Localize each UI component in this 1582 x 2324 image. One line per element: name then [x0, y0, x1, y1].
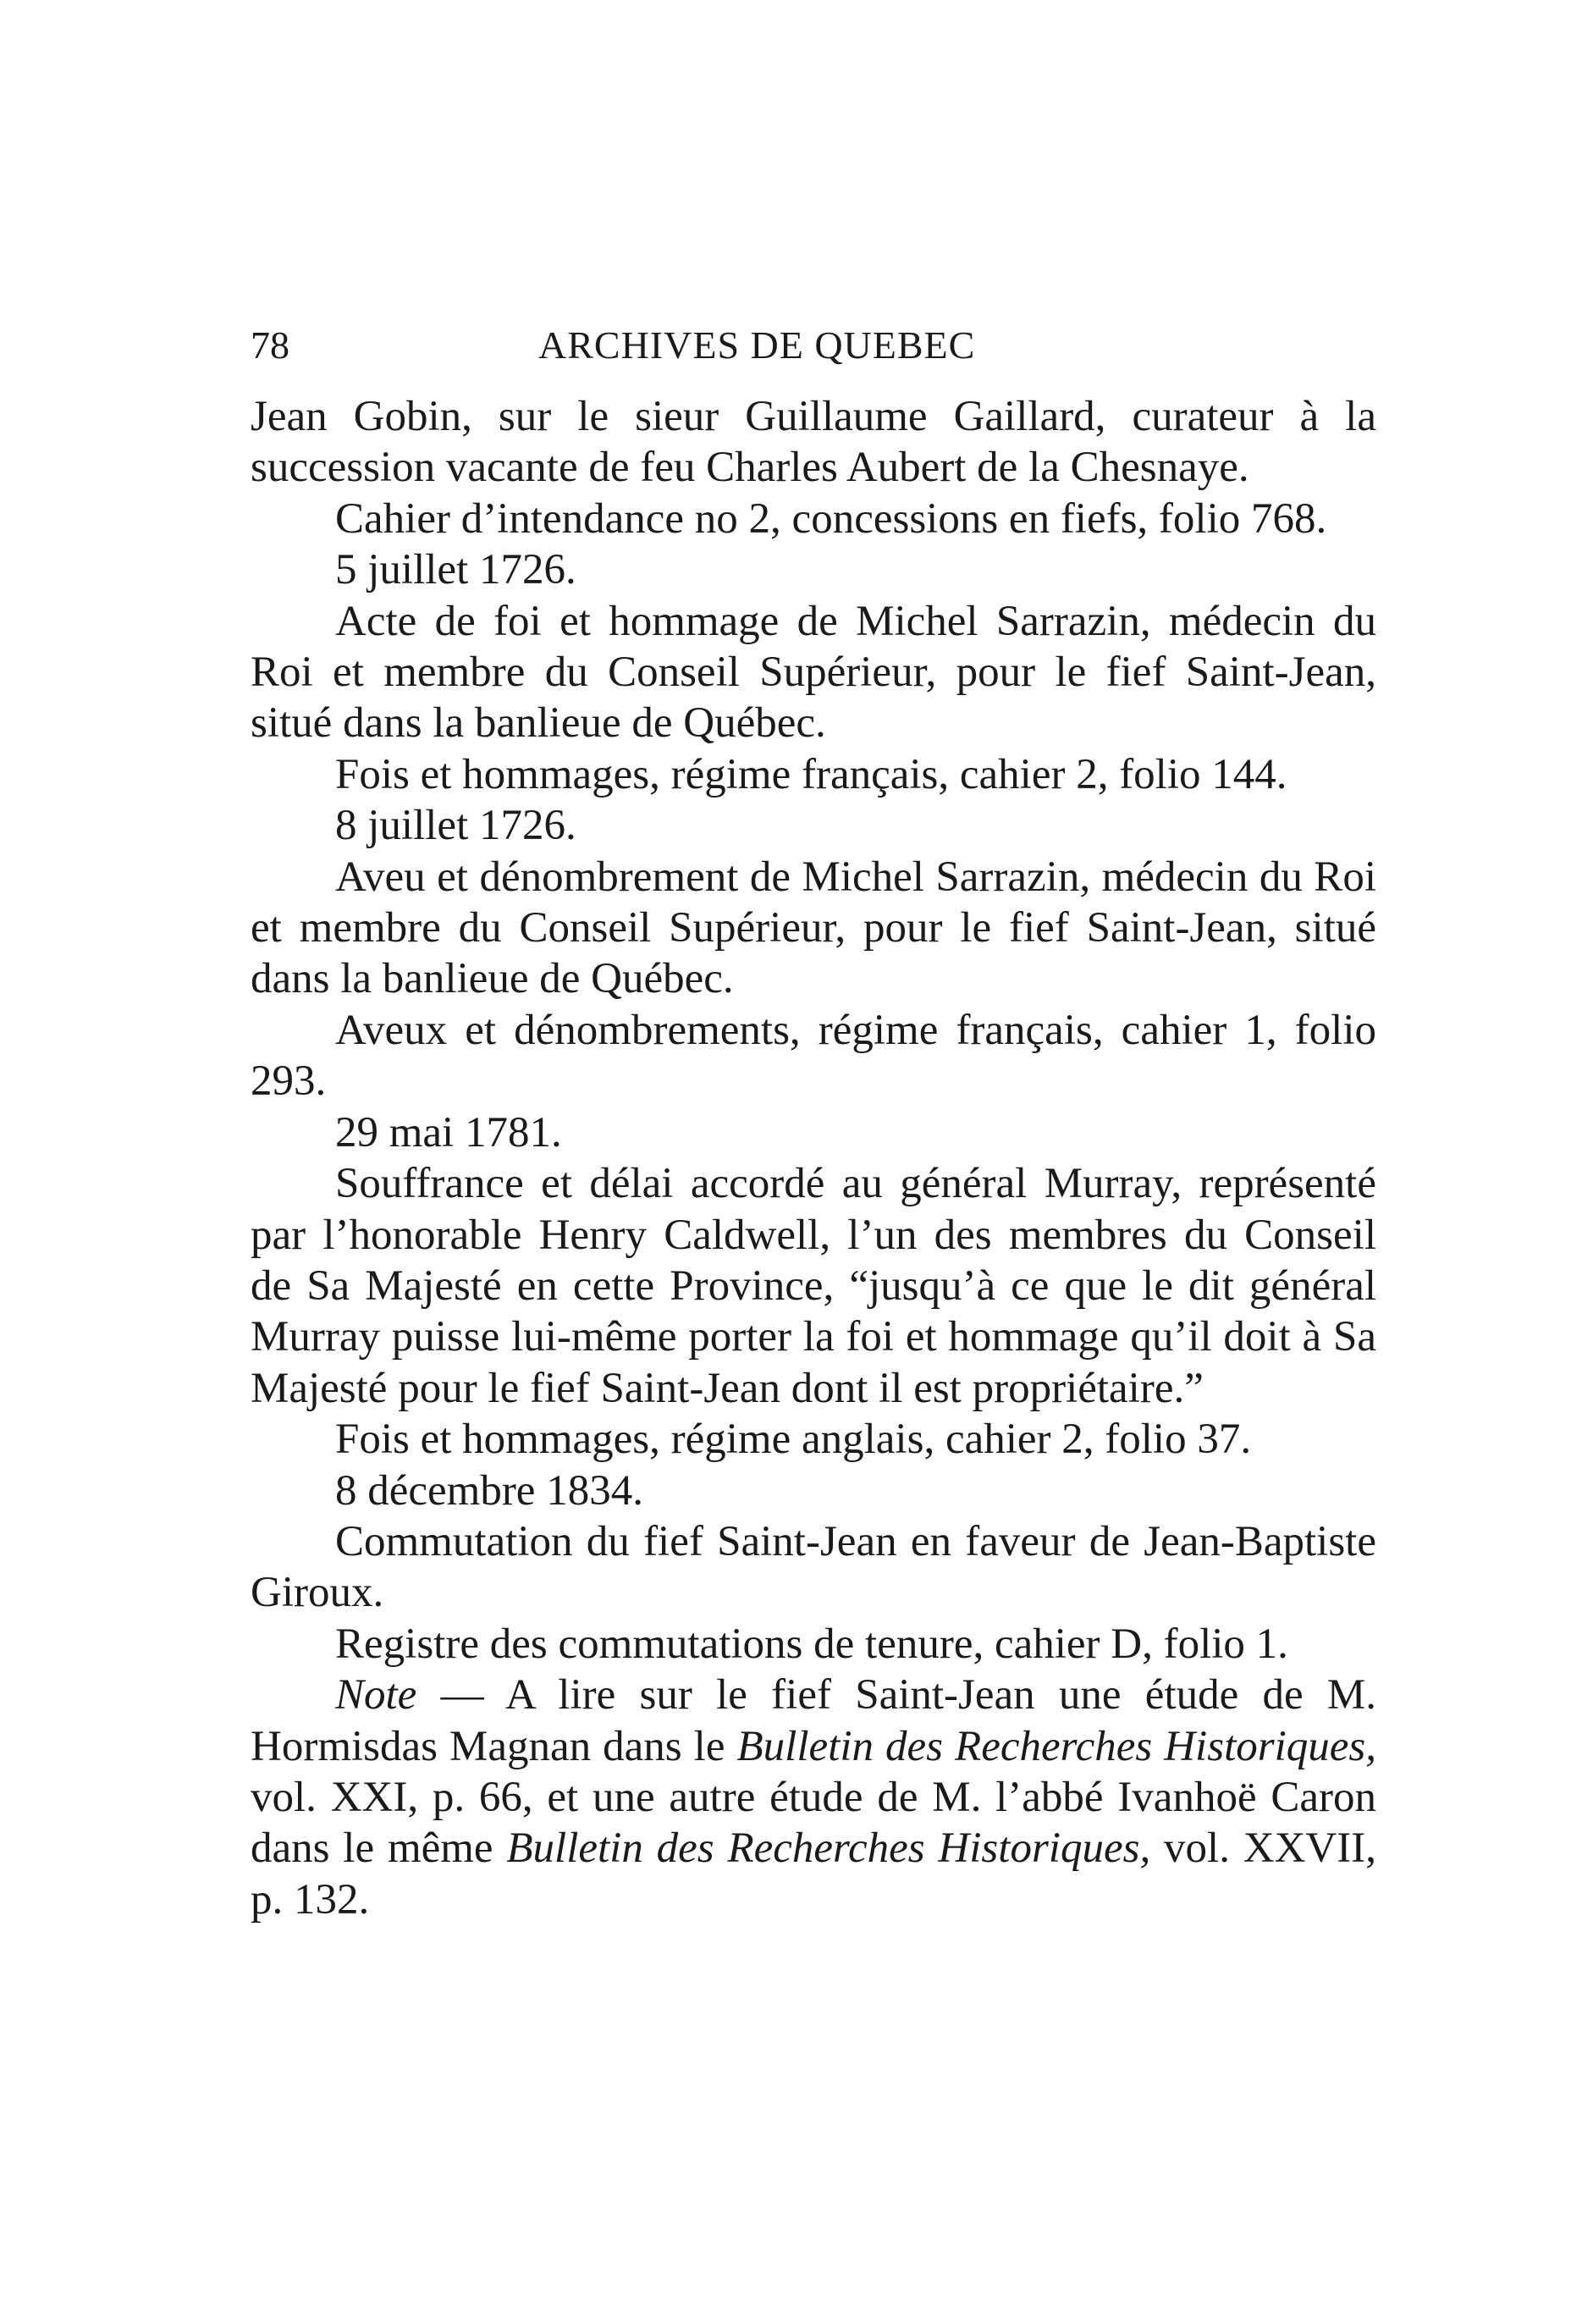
paragraph-entry: Commutation du fief Saint-Jean en faveur de Jean-Baptiste Giroux.	[251, 1517, 1376, 1617]
paragraph-source: Cahier d’intendance no 2, concessions en fiefs, folio 768.	[335, 494, 1327, 543]
page-number: 78	[251, 323, 289, 367]
running-title: ARCHIVES DE QUEBEC	[538, 323, 976, 367]
paragraph-date: 8 décembre 1834.	[335, 1466, 643, 1515]
note-text-part1: A lire sur le fief Saint-Jean une étude de M. Hormisdas Magnan dans le	[251, 1671, 1376, 1770]
page-header	[251, 320, 1376, 371]
note-label: Note	[335, 1671, 417, 1720]
note-dash: —	[416, 1671, 506, 1720]
paragraph-source: Fois et hommages, régime anglais, cahier 2, folio 37.	[335, 1416, 1252, 1464]
paragraph-date: 8 juillet 1726.	[335, 802, 576, 850]
paragraph-source: Fois et hommages, régime français, cahier 2, folio 144.	[335, 750, 1287, 798]
paragraph-entry: Acte de foi et hommage de Michel Sarrazin, médecin du Roi et membre du Conseil Supérieur, pour le fief Saint-Jean, situé dans la banlieue de Québec.	[251, 597, 1376, 748]
paragraph-date: 29 mai 1781.	[335, 1108, 562, 1156]
note-text-part2: vol. XXI, p. 66, et une autre étude de M. l’abbé Ivanhoë Caron dans le même	[251, 1773, 1376, 1873]
paragraph-date: 5 juillet 1726.	[335, 546, 576, 594]
note-paragraph	[251, 1670, 1376, 1925]
note-bulletin-title: Bulletin des Recherches Historiques,	[506, 1824, 1151, 1873]
paragraph-source: Registre des commutations de tenure, cahier D, folio 1.	[335, 1620, 1288, 1668]
note-text-part3: vol. XXVII, p. 132.	[251, 1824, 1376, 1924]
paragraph-entry: Souffrance et délai accordé au général Murray, représenté par l’honorable Henry Caldwell, l’un des membres du Conseil de Sa Majesté en cette Province, “jusqu’à ce que le dit général Murray puisse lui-même porter la foi et hommage qu’il doit à Sa Majesté pour le fief Saint-Jean dont il est propriétaire.”	[251, 1160, 1376, 1412]
paragraph-entry: Aveu et dénombrement de Michel Sarrazin, médecin du Roi et membre du Conseil Supérieur, pour le fief Saint-Jean, situé dans la banlieue de Québec.	[251, 853, 1376, 1003]
note-bulletin-title: Bulletin des Recherches Historiques,	[736, 1722, 1376, 1770]
paragraph-continuation: Jean Gobin, sur le sieur Guillaume Gaillard, curateur à la succession vacante de feu Charles Aubert de la Chesnaye.	[251, 393, 1376, 492]
document-page	[251, 320, 1376, 1925]
page-body	[251, 391, 1376, 1925]
paragraph-source: Aveux et dénombrements, régime français, cahier 1, folio 293.	[251, 1006, 1376, 1106]
